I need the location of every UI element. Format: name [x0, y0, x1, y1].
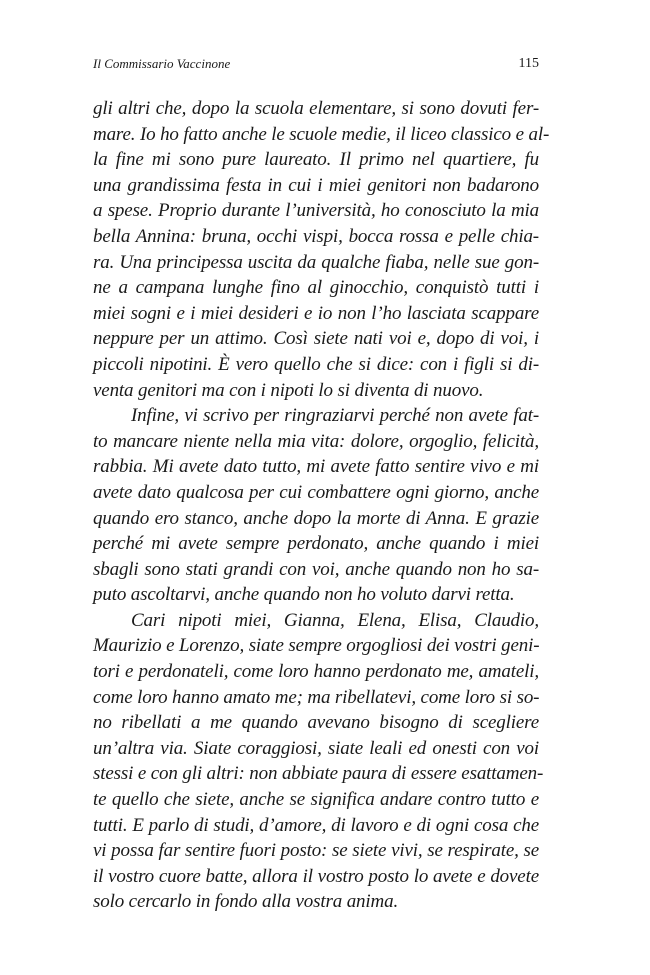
text-line: vi possa far sentire fuori posto: se siete vivi, se respirate, se — [93, 840, 539, 862]
text-line: no ribellati a me quando avevano bisogno di scegliere — [93, 712, 539, 734]
text-line: rabbia. Mi avete dato tutto, mi avete fatto sentire vivo e mi — [93, 456, 539, 478]
text-line: piccoli nipotini. È vero quello che si dice: con i figli si di- — [93, 353, 539, 375]
text-line: sbagli sono stati grandi con voi, anche quando non ho sa- — [93, 558, 539, 580]
text-line: to mancare niente nella mia vita: dolore, orgoglio, felicità, — [93, 430, 539, 452]
text-line: bella Annina: bruna, occhi vispi, bocca rossa e pelle chia- — [93, 225, 539, 247]
text-line: ne a campana lunghe fino al ginocchio, conquistò tutti i — [93, 277, 539, 299]
text-line: Infine, vi scrivo per ringraziarvi perché non avete fat- — [131, 405, 539, 427]
paragraph — [93, 403, 539, 608]
text-line: un’altra via. Siate coraggiosi, siate leali ed onesti con voi — [93, 737, 539, 759]
text-line: a spese. Proprio durante l’università, ho conosciuto la mia — [93, 200, 539, 222]
text-line: stessi e con gli altri: non abbiate paura di essere esattamen- — [93, 763, 544, 785]
text-line: te quello che siete, anche se significa andare contro tutto e — [93, 789, 539, 811]
text-line: una grandissima festa in cui i miei genitori non badarono — [93, 174, 539, 196]
running-head — [93, 54, 539, 74]
text-line: perché mi avete sempre perdonato, anche quando i miei — [93, 533, 539, 555]
text-line: neppure per un attimo. Così siete nati voi e, dopo di voi, i — [93, 328, 539, 350]
text-line: solo cercarlo in fondo alla vostra anima. — [93, 891, 399, 913]
text-line: come loro hanno amato me; ma ribellatevi, come loro si so- — [93, 686, 540, 708]
text-line: venta genitori ma con i nipoti lo si diventa di nuovo. — [93, 379, 484, 401]
text-line: gli altri che, dopo la scuola elementare, si sono dovuti fer- — [93, 98, 539, 119]
paragraph — [93, 608, 544, 915]
text-line: Maurizio e Lorenzo, siate sempre orgogliosi dei vostri geni- — [93, 635, 540, 657]
page-number: 115 — [518, 56, 539, 71]
text-line: tori e perdonateli, come loro hanno perdonato me, amateli, — [93, 661, 539, 683]
text-line: ra. Una principessa uscita da qualche fiaba, nelle sue gon- — [93, 251, 539, 273]
text-line: puto ascoltarvi, anche quando non ho voluto darvi retta. — [93, 584, 515, 606]
text-line: Cari nipoti miei, Gianna, Elena, Elisa, Claudio, — [131, 609, 539, 631]
running-title: Il Commissario Vaccinone — [93, 56, 231, 71]
body-text — [93, 96, 550, 915]
text-line: la fine mi sono pure laureato. Il primo nel quartiere, fu — [93, 149, 539, 171]
text-line: il vostro cuore batte, allora il vostro posto lo avete e dovete — [93, 865, 539, 887]
text-line: miei sogni e i miei desideri e io non l’ho lasciata scappare — [93, 302, 539, 324]
paragraph — [93, 96, 550, 403]
text-line: tutti. E parlo di studi, d’amore, di lavoro e di ogni cosa che — [93, 814, 539, 836]
text-line: quando ero stanco, anche dopo la morte di Anna. E grazie — [93, 507, 539, 529]
text-line: mare. Io ho fatto anche le scuole medie, il liceo classico e al- — [93, 123, 550, 145]
text-line: avete dato qualcosa per cui combattere ogni giorno, anche — [93, 481, 539, 503]
